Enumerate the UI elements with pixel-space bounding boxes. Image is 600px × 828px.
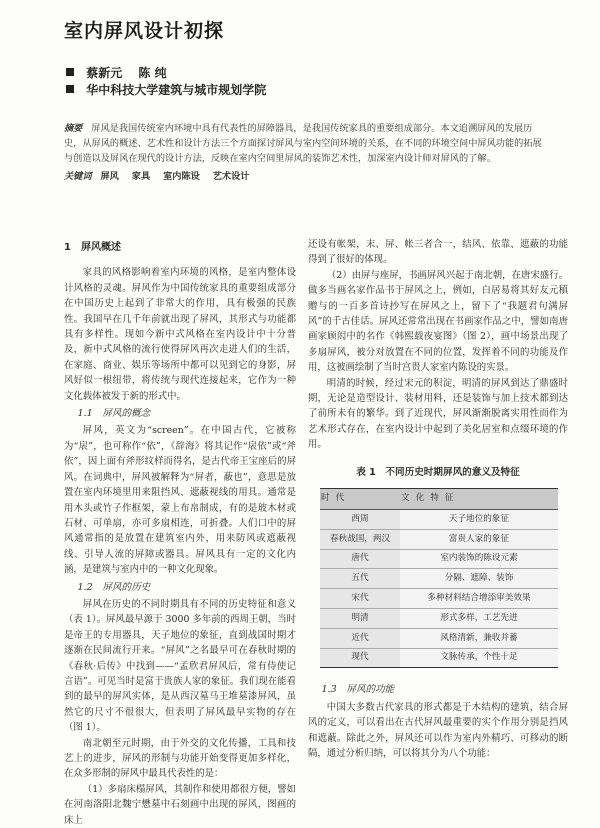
- table-caption: 表 1 不同历史时期屏风的意义及特征: [356, 466, 520, 478]
- table-row: [320, 549, 558, 569]
- table-row: [320, 628, 558, 648]
- feature-cell: 风格清新，兼收并蓄: [400, 628, 558, 648]
- bullet-square-icon: [66, 68, 74, 76]
- era-cell: 唐代: [320, 549, 400, 569]
- history-table: [320, 488, 558, 668]
- section-heading: 1 屏风概述: [64, 242, 121, 253]
- keyword: 室内陈设: [163, 171, 200, 182]
- affiliation: 华中科技大学建筑与城市规划学院: [86, 83, 267, 97]
- subsection-heading: 1.2 屏风的历史: [77, 581, 151, 593]
- affiliation-line: [66, 81, 266, 98]
- abstract: [64, 121, 544, 166]
- table-row: [320, 589, 558, 609]
- era-cell: 现代: [320, 648, 400, 668]
- era-cell: 明清: [320, 609, 400, 629]
- table-row: [320, 609, 558, 629]
- paragraph: （1）多扇床榻屏风，其制作和使用都很方便，譬如在河南洛阳北魏宁懋墓中石刻画中出现的屏风，图画的床上: [64, 783, 296, 826]
- table-row: [320, 529, 558, 549]
- table-row: [320, 510, 558, 530]
- table-body: [320, 510, 558, 668]
- authors: [66, 64, 167, 81]
- bullet-square-icon: [66, 85, 74, 93]
- keyword: 家具: [131, 171, 151, 182]
- keywords-label: 关键词: [64, 171, 92, 182]
- feature-cell: 多种材料结合增添审美效果: [400, 589, 558, 609]
- feature-cell: 分隔、遮障、装饰: [400, 569, 558, 589]
- paragraph: 南北朝至元时期，由于外交的文化传播，工具和技艺上的进步，屏风的形制与功能开始变得更加多样化，在众多形制的屏风中最具代表性的是：: [64, 737, 296, 780]
- feature-cell: 天子地位的象征: [400, 510, 558, 530]
- era-cell: 宋代: [320, 589, 400, 609]
- paragraph: 屏风在历史的不同时期具有不同的历史特征和意义（表 1）。屏风最早源于 3000 多年前的西周王朝，当时是帝王的专用器具，天子地位的象征，直到战国时期才逐渐在民间流行开来。“屏风”之名最早可在春秋时期的《春秋·后传》中找到——“孟欣君屏风后，常有侍使记言语”。可见当时是富于贵族人家的象征。我们现在能看到的最早的屏风实体，是从西汉墓马王堆墓漆屏风，虽然它的尺寸不很很大，但表明了屏风最早实物的存在（图 1）。: [64, 598, 296, 734]
- right-column: [308, 237, 568, 760]
- paragraph: 还设有帐架，末、屏、帐三者合一，结风、依靠、遮蔽的功能得到了很好的体现。: [308, 239, 568, 266]
- abstract-text: 屏风是我国传统室内环境中具有代表性的屏障器具，是我国传统家具的重要组成部分。本文追溯屏风的发展历史，从屏风的概述、艺术性和设计方法三个方面探讨屏风与室内空间环境的关系，在不同的环境空间中屏风功能的拓展与创造以及屏风在现代的设计方法，反映在室内空间里屏风的装饰艺术性，加深室内设计师对屏风的了解。: [64, 123, 542, 164]
- paragraph: 中国大多数古代家具的形式都是于木结构的建筑，结合屏风的定义，可以看出在古代屏风最重要的实个作用分别是挡风和遮蔽。除此之外，屏风还可以作为室内外精巧、可移动的断隔，通过分析归纳，可以将其分为八个功能：: [308, 701, 568, 760]
- table-row: [320, 648, 558, 668]
- era-cell: 西周: [320, 510, 400, 530]
- feature-cell: 文脉传承，个性十足: [400, 648, 558, 668]
- author-2: 陈: [138, 66, 151, 80]
- author-1: 蔡新元: [86, 66, 123, 80]
- feature-cell: 形式多样，工艺先进: [400, 609, 558, 629]
- paragraph: （2）由屏与座屏，书画屏风兴起于南北朝，在唐宋盛行。做多当画名家作品书于屏风之上，例如，白居易将其好友元稹赠与的一百多首诗抄写在屏风之上，留下了“我题君句满屏风”的千古佳话。屏风还常常出现在书画家作品之中，譬如南唐画家顾闳中的名作《韩熙载夜宴图》（图 2），画中场景出现了多扇屏风，被分对放置在不同的位置，发挥着不同的功能及作用，这被画绘制了当时宫贵人家室内陈设的实景。: [308, 269, 568, 374]
- table-header-cell: 文化特征: [400, 489, 558, 510]
- subsection-heading: 1.1 屏风的概念: [77, 408, 151, 420]
- paper-title: 室内屏风设计初探: [64, 20, 225, 42]
- keyword: 屏风: [100, 171, 119, 182]
- feature-cell: 富贵人家的象征: [400, 529, 558, 549]
- keywords: [64, 168, 544, 182]
- author-3: 纯: [154, 66, 167, 80]
- era-cell: 春秋战国，两汉: [320, 529, 400, 549]
- table-header-cell: 时代: [320, 489, 400, 510]
- table-row: [320, 569, 558, 589]
- paragraph: 屏风，英文为“screen”。在中国古代，它被称为“扆”，也可称作“依”，《辞海》将其记作“扆依”或“斧依”，因上面有斧形纹样而得名，是古代帝王宝座后的屏风。在词典中，屏风被解释为“屏者，蔽也”，意思是放置在室内环境里用来阻挡风、遮蔽视线的用具。通常是用木头或竹子作框架，蒙上布帛制成，有的是玻木材或石材、可单扇，亦可多扇相连，可折叠。人们口中的屏风通常指的是放置在建筑室内外，用来防风或遮蔽视线、引导人流的屏障或器具。屏风具有一定的文化内涵，是建筑与室内中的一种文化现象。: [64, 425, 296, 576]
- paragraph: 家具的风格影响着室内环境的风格，是室内整体设计风格的灵魂。屏风作为中国传统家具的重要组成部分在中国历史上起到了非常大的作用，具有极强的民族性。我国早在几千年前就出现了屏风，其形式与功能都具有多样性。现如今新中式风格在室内设计中十分普及，新中式风格的流行使得屏风再次走进人们的生活，在家庭、商业、娱乐等场所中都可以见到它的身影，屏风好似一根纽带，将传统与现代连接起来，它作为一种文化载体被发于新的形式中。: [64, 267, 296, 402]
- subsection-heading: 1.3 屏风的功能: [321, 684, 395, 696]
- paragraph: 明清的时候，经过宋元的积淀，明清的屏风到达了鼎盛时期，无论是造型设计、装材用料，还是装饰与加上技术都到达了前所未有的繁华。到了近现代，屏风渐渐脱离实用性而作为艺术形式存在，在室内设计中起到了美化居室和点缀环境的作用。: [308, 377, 568, 451]
- left-column: [64, 240, 296, 826]
- era-cell: 五代: [320, 569, 400, 589]
- keyword: 艺术设计: [212, 171, 250, 182]
- feature-cell: 室内装饰的陈设元素: [400, 549, 558, 569]
- era-cell: 近代: [320, 628, 400, 648]
- table-header-row: [320, 489, 558, 510]
- abstract-label: 摘要: [64, 123, 83, 134]
